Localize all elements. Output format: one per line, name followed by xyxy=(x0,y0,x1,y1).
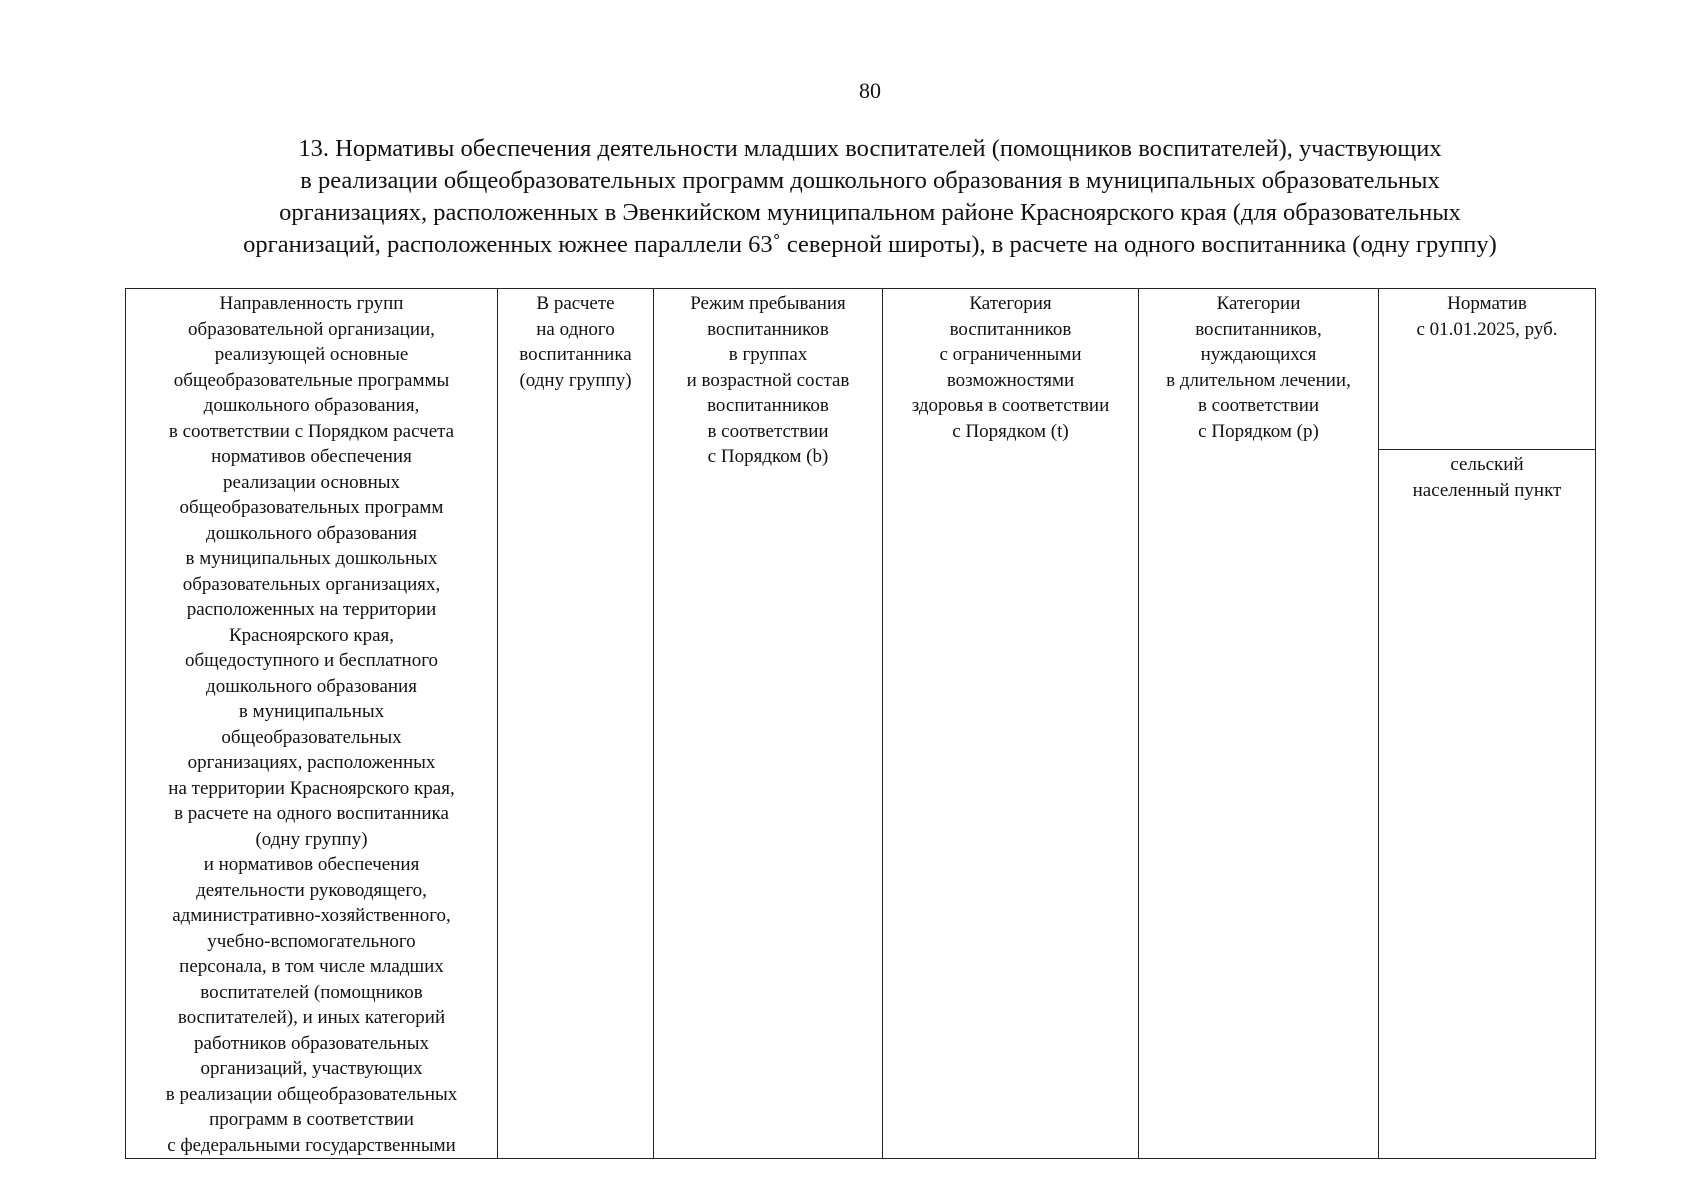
header-line: с Порядком (p) xyxy=(1198,420,1319,442)
header-line: с Порядком (t) xyxy=(952,420,1069,442)
header-line: с ограниченными xyxy=(939,344,1082,365)
heading-line: организациях, расположенных в Эвенкийском муниципальном районе Красноярского края (для образовательных xyxy=(279,199,1461,226)
header-line: с федеральными государственными xyxy=(167,1134,456,1156)
header-line: реализующей основные xyxy=(214,344,409,365)
header-line: реализации основных xyxy=(222,471,401,493)
header-line: общеобразовательных xyxy=(221,726,402,748)
header-line: на территории Красноярского края, xyxy=(168,777,455,799)
header-line: в соответствии xyxy=(1197,395,1320,416)
header-line: административно-хозяйственного, xyxy=(172,905,451,926)
header-line: общеобразовательные программы xyxy=(173,369,450,391)
header-line: Режим пребывания xyxy=(690,293,846,314)
header-line: возможностями xyxy=(946,369,1075,391)
heading-line: организаций, расположенных южнее параллели 63˚ северной широты), в расчете на одного воспитанника (одну группу) xyxy=(243,231,1497,258)
column-header-group-focus xyxy=(126,289,498,1159)
header-line: в длительном лечении, xyxy=(1166,369,1351,391)
column-header-treatment-category xyxy=(1139,289,1379,1159)
header-line: в муниципальных дошкольных xyxy=(185,548,438,569)
header-line: образовательных организациях, xyxy=(182,573,441,595)
header-line: работников образовательных xyxy=(194,1032,429,1054)
header-line: персонала, в том числе младших xyxy=(179,956,444,977)
header-line: и нормативов обеспечения xyxy=(203,854,420,875)
header-line: Направленность групп xyxy=(219,293,404,314)
header-line: образовательной организации, xyxy=(188,318,435,340)
header-line: (одну группу) xyxy=(255,828,368,850)
heading-line: в реализации общеобразовательных программ дошкольного образования в муниципальных образовательных xyxy=(300,167,1440,194)
header-line: общеобразовательных программ xyxy=(179,497,444,518)
header-line: в муниципальных xyxy=(238,701,385,722)
heading-line: 13. Нормативы обеспечения деятельности младших воспитателей (помощников воспитателей), участвующих xyxy=(298,135,1442,162)
header-line: воспитанников xyxy=(707,318,829,340)
header-line: воспитанников xyxy=(949,318,1072,340)
header-line: программ в соответствии xyxy=(209,1109,414,1130)
column-header-disability-category xyxy=(883,289,1139,1159)
header-line: Категории xyxy=(1216,293,1301,314)
header-line: в реализации общеобразовательных xyxy=(165,1083,458,1105)
header-line: воспитателей), и иных категорий xyxy=(177,1007,446,1028)
header-line: с 01.01.2025, руб. xyxy=(1416,318,1558,340)
header-line: Норматив xyxy=(1447,293,1527,314)
header-line: нормативов обеспечения xyxy=(211,446,412,467)
section-heading xyxy=(150,133,1590,261)
header-line: населенный пункт xyxy=(1412,479,1562,501)
header-line: дошкольного образования xyxy=(206,522,417,544)
header-line: воспитанников xyxy=(707,395,829,416)
header-line: на одного xyxy=(536,318,615,340)
header-line: воспитателей (помощников xyxy=(200,981,423,1003)
header-line: Категория xyxy=(969,293,1052,314)
header-line: в соответствии xyxy=(707,420,829,442)
page-number: 80 xyxy=(859,78,881,103)
header-line: и возрастной состав xyxy=(686,369,850,391)
header-line: воспитанников, xyxy=(1195,318,1322,340)
header-line: сельский xyxy=(1450,454,1524,475)
header-line: в расчете на одного воспитанника xyxy=(174,803,449,824)
header-line: воспитанника xyxy=(519,344,632,365)
header-line: здоровья в соответствии xyxy=(911,395,1110,416)
column-header-per-pupil xyxy=(498,289,654,1159)
header-line: с Порядком (b) xyxy=(707,446,829,467)
header-line: общедоступного и бесплатного xyxy=(184,650,439,671)
header-line: дошкольного образования, xyxy=(203,395,420,416)
header-line: деятельности руководящего, xyxy=(196,879,427,901)
header-line: Красноярского края, xyxy=(228,624,394,646)
norms-table xyxy=(125,288,1596,1159)
header-line: организациях, расположенных xyxy=(187,752,436,773)
header-line: расположенных на территории xyxy=(186,599,437,620)
column-header-norm xyxy=(1379,289,1596,450)
header-line: нуждающихся xyxy=(1200,344,1317,365)
header-line: в группах xyxy=(728,344,808,365)
header-line: организаций, участвующих xyxy=(200,1058,423,1079)
header-line: в соответствии с Порядком расчета xyxy=(168,420,455,442)
header-line: дошкольного образования xyxy=(206,675,417,697)
header-line: В расчете xyxy=(536,293,615,314)
header-line: учебно-вспомогательного xyxy=(207,930,416,952)
column-subheader-rural xyxy=(1379,450,1596,1159)
column-header-stay-mode xyxy=(654,289,883,1159)
header-line: (одну группу) xyxy=(519,369,632,391)
